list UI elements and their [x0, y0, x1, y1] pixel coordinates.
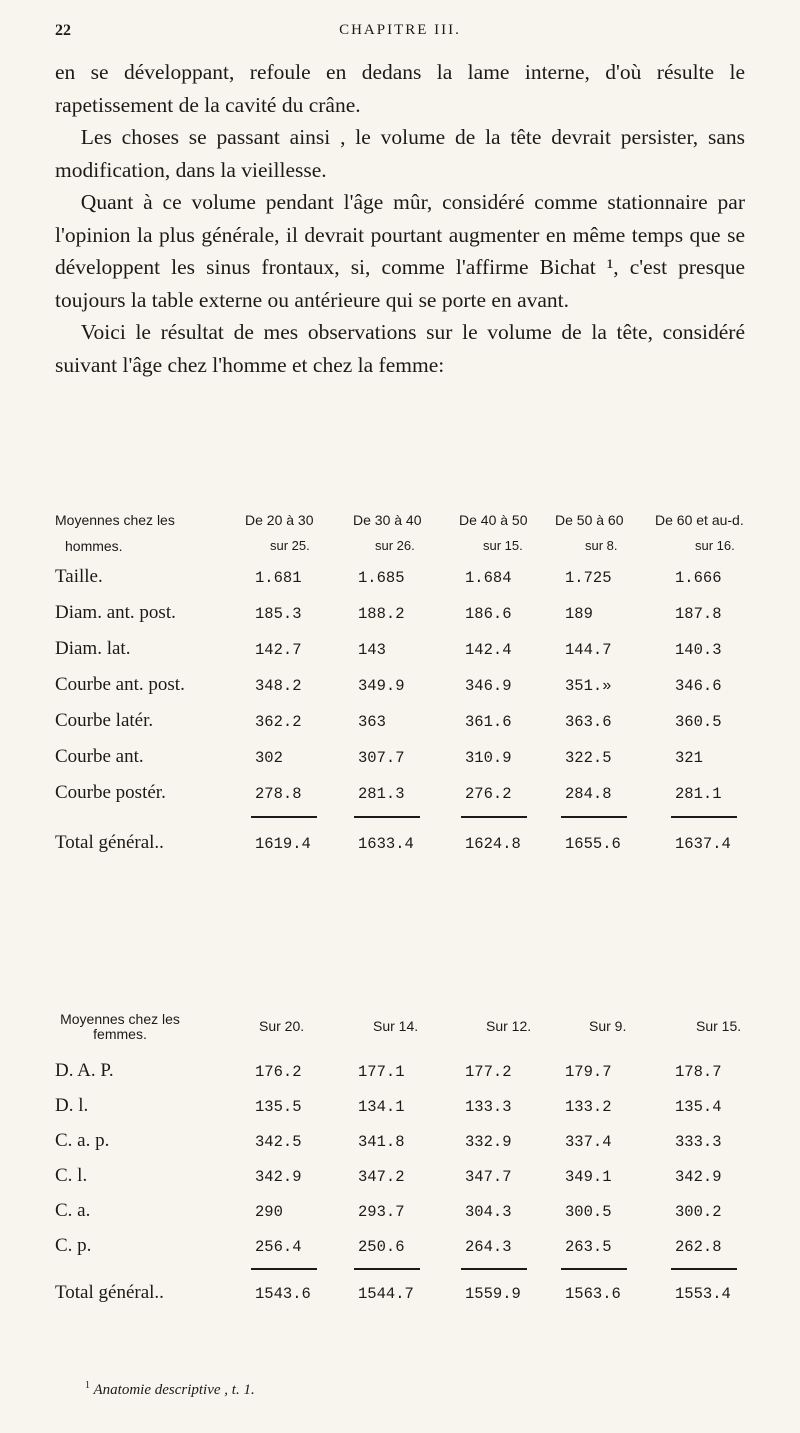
value-cell: 281.3 [358, 785, 405, 803]
sum-rule [354, 816, 420, 818]
table-row [55, 560, 750, 596]
header-cell: Sur 12. [486, 1018, 532, 1034]
value-cell: 333.3 [675, 1133, 722, 1151]
value-cell: 342.9 [255, 1168, 302, 1186]
footnote [85, 1380, 255, 1399]
total-value-cell: 1624.8 [465, 835, 521, 853]
sum-rule [561, 816, 627, 818]
value-cell: 304.3 [465, 1203, 512, 1221]
value-cell: 264.3 [465, 1238, 512, 1256]
paragraph: en se développant, refoule en dedans la lame interne, d'où résulte le rapetissement de la cavité du crâne. [55, 60, 745, 117]
table-row [55, 1159, 750, 1194]
sum-rule [461, 1268, 527, 1270]
row-label: C. a. [55, 1200, 91, 1221]
table-row [55, 1229, 750, 1264]
value-cell: 133.2 [565, 1098, 612, 1116]
header-cell: De 50 à 60 [555, 512, 624, 528]
value-cell: 341.8 [358, 1133, 405, 1151]
header-cell: Sur 15. [696, 1018, 742, 1034]
value-cell: 185.3 [255, 605, 302, 623]
value-cell: 302 [255, 749, 283, 767]
value-cell: 135.4 [675, 1098, 722, 1116]
value-cell: 176.2 [255, 1063, 302, 1081]
row-label: Diam. ant. post. [55, 602, 176, 623]
women-header [55, 1012, 750, 1054]
page-header [55, 22, 745, 46]
row-label: D. A. P. [55, 1060, 114, 1081]
paragraph: Quant à ce volume pendant l'âge mûr, considéré comme stationnaire par l'opinion la plus générale, il devrait pourtant augmenter en même temps que se développent les sinus frontaux, si, comme l'affirme Bichat ¹, c'est presque toujours la table externe ou antérieure qui se porte en avant. [55, 190, 745, 312]
table-row [55, 740, 750, 776]
men-header-top [55, 512, 750, 534]
table-row [55, 632, 750, 668]
value-cell: 362.2 [255, 713, 302, 731]
value-cell: 177.1 [358, 1063, 405, 1081]
value-cell: 144.7 [565, 641, 612, 659]
row-label: C. a. p. [55, 1130, 110, 1151]
table-row [55, 776, 750, 812]
total-rule-row [55, 812, 750, 832]
value-cell: 278.8 [255, 785, 302, 803]
header-cell: hommes. [65, 538, 123, 554]
women-rows [55, 1054, 750, 1317]
value-cell: 256.4 [255, 1238, 302, 1256]
paragraph: Voici le résultat de mes observations sur le volume de la tête, considéré suivant l'âge chez l'homme et chez la femme: [55, 320, 745, 377]
men-header-bottom [55, 538, 750, 560]
value-cell: 337.4 [565, 1133, 612, 1151]
total-value-cell: 1553.4 [675, 1285, 731, 1303]
table-row [55, 668, 750, 704]
value-cell: 348.2 [255, 677, 302, 695]
value-cell: 142.7 [255, 641, 302, 659]
sum-rule [354, 1268, 420, 1270]
value-cell: 177.2 [465, 1063, 512, 1081]
row-label: C. p. [55, 1235, 92, 1256]
value-cell: 349.1 [565, 1168, 612, 1186]
value-cell: 290 [255, 1203, 283, 1221]
value-cell: 1.681 [255, 569, 302, 587]
women-header-label [55, 1012, 185, 1042]
value-cell: 300.2 [675, 1203, 722, 1221]
sum-rule [461, 816, 527, 818]
value-cell: 262.8 [675, 1238, 722, 1256]
row-label: Courbe ant. [55, 746, 144, 767]
value-cell: 135.5 [255, 1098, 302, 1116]
row-label: Courbe postér. [55, 782, 166, 803]
men-rows [55, 560, 750, 868]
total-value-cell: 1543.6 [255, 1285, 311, 1303]
paragraph: Les choses se passant ainsi , le volume de la tête devrait persister, sans modification, dans la vieillesse. [55, 125, 745, 182]
header-cell: sur 16. [695, 538, 735, 553]
total-value-cell: 1559.9 [465, 1285, 521, 1303]
header-label-line: Moyennes chez les [60, 1011, 180, 1027]
total-value-cell: 1637.4 [675, 835, 731, 853]
row-label: D. l. [55, 1095, 89, 1116]
value-cell: 363 [358, 713, 386, 731]
table-row [55, 704, 750, 740]
value-cell: 250.6 [358, 1238, 405, 1256]
header-cell: sur 8. [585, 538, 618, 553]
value-cell: 284.8 [565, 785, 612, 803]
sum-rule [251, 1268, 317, 1270]
row-label: Courbe ant. post. [55, 674, 185, 695]
sum-rule [671, 1268, 737, 1270]
value-cell: 310.9 [465, 749, 512, 767]
header-cell: Sur 14. [373, 1018, 419, 1034]
row-label: Courbe latér. [55, 710, 154, 731]
total-label: Total général.. [55, 832, 164, 853]
value-cell: 360.5 [675, 713, 722, 731]
footnote-marker: 1 [85, 1380, 90, 1391]
row-label: Diam. lat. [55, 638, 131, 659]
value-cell: 281.1 [675, 785, 722, 803]
total-label: Total général.. [55, 1282, 164, 1303]
page-number: 22 [55, 22, 71, 39]
value-cell: 1.666 [675, 569, 722, 587]
header-cell: Sur 20. [259, 1018, 305, 1034]
total-value-cell: 1655.6 [565, 835, 621, 853]
body-text [55, 56, 745, 381]
sum-rule [561, 1268, 627, 1270]
table-row [55, 1194, 750, 1229]
footnote-text: Anatomie descriptive , t. 1. [93, 1382, 255, 1398]
header-cell: Sur 9. [589, 1018, 627, 1034]
total-value-cell: 1563.6 [565, 1285, 621, 1303]
value-cell: 307.7 [358, 749, 405, 767]
total-rule-row [55, 1264, 750, 1282]
value-cell: 188.2 [358, 605, 405, 623]
value-cell: 346.9 [465, 677, 512, 695]
header-cell: De 20 à 30 [245, 512, 314, 528]
value-cell: 363.6 [565, 713, 612, 731]
value-cell: 133.3 [465, 1098, 512, 1116]
value-cell: 189 [565, 605, 593, 623]
value-cell: 342.9 [675, 1168, 722, 1186]
value-cell: 322.5 [565, 749, 612, 767]
table-row [55, 596, 750, 632]
row-label: Taille. [55, 566, 103, 587]
header-cell: De 30 à 40 [353, 512, 422, 528]
value-cell: 142.4 [465, 641, 512, 659]
header-label-line: femmes. [93, 1026, 147, 1042]
value-cell: 293.7 [358, 1203, 405, 1221]
total-value-cell: 1619.4 [255, 835, 311, 853]
total-value-cell: 1633.4 [358, 835, 414, 853]
value-cell: 179.7 [565, 1063, 612, 1081]
value-cell: 346.6 [675, 677, 722, 695]
value-cell: 140.3 [675, 641, 722, 659]
header-cell: Moyennes chez les [55, 512, 175, 528]
header-cell: De 40 à 50 [459, 512, 528, 528]
value-cell: 347.7 [465, 1168, 512, 1186]
value-cell: 143 [358, 641, 386, 659]
value-cell: 351.» [565, 677, 612, 695]
header-cell: sur 26. [375, 538, 415, 553]
total-row [55, 1282, 750, 1317]
value-cell: 347.2 [358, 1168, 405, 1186]
table-row [55, 1054, 750, 1089]
header-cell: sur 15. [483, 538, 523, 553]
value-cell: 1.725 [565, 569, 612, 587]
value-cell: 342.5 [255, 1133, 302, 1151]
value-cell: 332.9 [465, 1133, 512, 1151]
value-cell: 263.5 [565, 1238, 612, 1256]
running-head: CHAPITRE III. [339, 22, 461, 38]
total-row [55, 832, 750, 868]
value-cell: 178.7 [675, 1063, 722, 1081]
value-cell: 1.685 [358, 569, 405, 587]
value-cell: 276.2 [465, 785, 512, 803]
value-cell: 349.9 [358, 677, 405, 695]
value-cell: 134.1 [358, 1098, 405, 1116]
value-cell: 321 [675, 749, 703, 767]
value-cell: 187.8 [675, 605, 722, 623]
sum-rule [671, 816, 737, 818]
value-cell: 300.5 [565, 1203, 612, 1221]
header-cell: De 60 et au-d. [655, 512, 744, 528]
table-row [55, 1089, 750, 1124]
total-value-cell: 1544.7 [358, 1285, 414, 1303]
value-cell: 361.6 [465, 713, 512, 731]
men-table [55, 512, 750, 868]
value-cell: 186.6 [465, 605, 512, 623]
women-table [55, 1012, 750, 1317]
header-cell: sur 25. [270, 538, 310, 553]
table-row [55, 1124, 750, 1159]
value-cell: 1.684 [465, 569, 512, 587]
row-label: C. l. [55, 1165, 88, 1186]
sum-rule [251, 816, 317, 818]
